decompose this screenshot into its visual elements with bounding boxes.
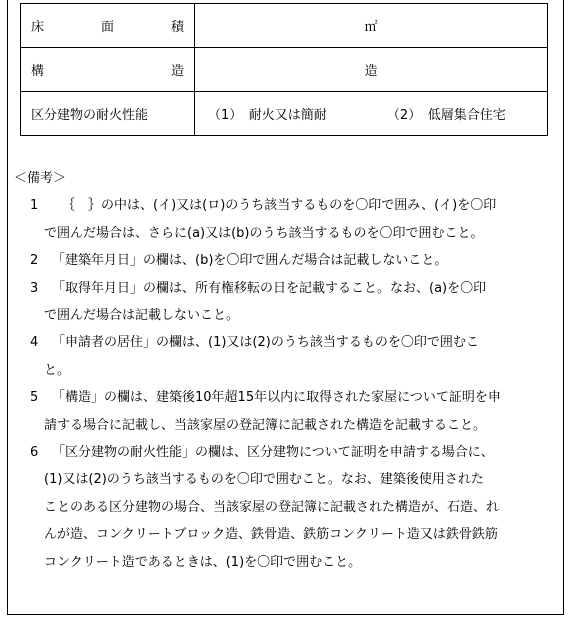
- remark-number: 4: [30, 335, 39, 351]
- remark-number: 3: [30, 280, 39, 296]
- value-floor-area: [195, 4, 548, 48]
- label-char: 面: [100, 20, 114, 35]
- remark-line: 「建築年月日」の欄は、(b)を〇印で囲んだ場合は記載しないこと。: [52, 253, 448, 269]
- remarks-heading: ＜備考＞: [14, 171, 67, 186]
- remark-number: 6: [30, 445, 39, 461]
- label-text: 区分建物の耐火性能: [31, 108, 149, 123]
- remark-item: [14, 192, 558, 247]
- remark-line: コンクリート造であるときは、(1)を〇印で囲むこと。: [44, 554, 362, 570]
- value-fire-resistance: [195, 92, 548, 136]
- structure-suffix: 造: [364, 64, 378, 79]
- option-low-rise-housing: （2） 低層集合住宅: [386, 108, 506, 123]
- remark-number: 1: [30, 198, 39, 214]
- remark-item: [14, 247, 558, 274]
- remark-line: 請する場合に記載し、当該家屋の登記簿に記載された構造を記載すること。: [44, 417, 487, 433]
- remark-line: (1)又は(2)のうち該当するものを〇印で囲むこと。なお、建築後使用された: [44, 472, 484, 488]
- remark-line: 「申請者の居住」の欄は、(1)又は(2)のうち該当するものを〇印で囲むこ: [52, 335, 479, 351]
- remark-line: んが造、コンクリートブロック造、鉄骨造、鉄筋コンクリート造又は鉄骨鉄筋: [44, 527, 498, 543]
- label-char: 積: [170, 20, 184, 35]
- remark-line: で囲んだ場合は記載しないこと。: [44, 308, 240, 324]
- table-row-fire-resistance: [21, 92, 548, 136]
- remark-line: と。: [44, 362, 71, 378]
- remark-line: ことのある区分建物の場合、当該家屋の登記簿に記載された構造が、石造、れ: [44, 499, 500, 515]
- remark-number: 2: [30, 253, 39, 269]
- option-fireproof: （1） 耐火又は簡耐: [208, 108, 327, 123]
- remark-line: 「構造」の欄は、建築後10年超15年以内に取得された家屋について証明を申: [52, 390, 501, 406]
- remark-line: 「取得年月日」の欄は、所有権移転の日を記載すること。なお、(a)を〇印: [52, 280, 487, 296]
- value-structure: [195, 48, 548, 92]
- remark-line: ｛ ｝の中は、(イ)又は(ロ)のうち該当するものを〇印で囲み、(イ)を〇印: [62, 198, 497, 214]
- label-char: 構: [31, 64, 45, 79]
- remark-item: [14, 384, 558, 439]
- remark-item: [14, 329, 558, 384]
- label-char: 床: [31, 20, 45, 35]
- remark-line: 「区分建物の耐火性能」の欄は、区分建物について証明を申請する場合に、: [52, 445, 494, 461]
- table-row-structure: [21, 48, 548, 92]
- remark-line: で囲んだ場合は、さらに(a)又は(b)のうち該当するものを〇印で囲むこと。: [44, 225, 484, 241]
- label-floor-area: [21, 4, 195, 48]
- label-char: 造: [170, 64, 184, 79]
- certificate-table: [20, 3, 548, 136]
- remark-item: [14, 439, 558, 576]
- unit-square-meter: ㎡: [364, 20, 378, 35]
- label-fire-resistance: [21, 92, 195, 136]
- table-row-floor-area: [21, 4, 548, 48]
- label-structure: [21, 48, 195, 92]
- remark-number: 5: [30, 390, 39, 406]
- remarks-section: [14, 165, 558, 576]
- remark-item: [14, 275, 558, 330]
